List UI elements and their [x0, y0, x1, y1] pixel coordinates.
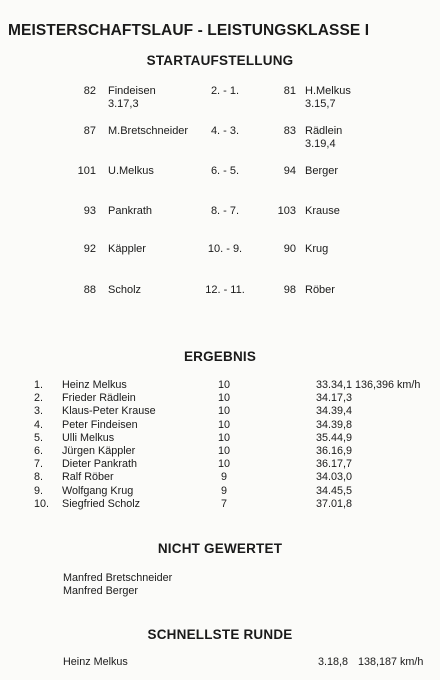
- driver-left: [108, 243, 146, 256]
- driver-right: [305, 284, 335, 297]
- fastest-lap-speed: 138,187 km/h: [358, 656, 424, 668]
- driver-name-left: U.Melkus: [108, 165, 154, 177]
- driver-name-left: M.Bretschneider: [108, 125, 189, 137]
- grid-row: [0, 243, 440, 275]
- result-laps: 10: [217, 458, 230, 471]
- driver-name-right: Rädlein: [305, 125, 343, 137]
- driver-name-left: Käppler: [108, 243, 146, 255]
- result-driver: Dieter Pankrath: [62, 458, 138, 471]
- result-speed: 136,396 km/h: [355, 379, 421, 391]
- fastest-lap-driver: Heinz Melkus: [63, 656, 128, 668]
- unclassified-driver: Manfred Berger: [63, 585, 139, 597]
- start-number-right: 83: [283, 125, 296, 137]
- driver-right: [305, 125, 342, 151]
- result-rank: 4.: [34, 418, 44, 431]
- result-rank: 1.: [34, 379, 44, 391]
- result-driver: Peter Findeisen: [62, 418, 138, 431]
- grid-positions: 10. - 9.: [207, 243, 243, 255]
- grid-positions: 6. - 5.: [210, 165, 240, 177]
- result-row: [0, 392, 440, 405]
- result-time: 34.17,3: [316, 392, 353, 405]
- result-rank: 10.: [34, 497, 50, 510]
- page-title: MEISTERSCHAFTSLAUF - LEISTUNGSKLASSE I: [8, 22, 370, 39]
- startaufstellung-heading: STARTAUFSTELLUNG: [146, 53, 294, 68]
- qualifying-time-left: 3.17,3: [108, 98, 139, 110]
- result-time: 36.17,7: [316, 458, 353, 471]
- nicht-gewertet-heading: NICHT GEWERTET: [157, 541, 283, 556]
- driver-name-left: Findeisen: [108, 85, 156, 97]
- grid-positions: 2. - 1.: [210, 85, 240, 97]
- driver-name-left: Scholz: [108, 284, 142, 296]
- qualifying-time-right: 3.15,7: [305, 98, 336, 110]
- ergebnis-heading: ERGEBNIS: [183, 349, 257, 364]
- driver-name-right: Röber: [305, 284, 335, 296]
- result-time: 34.03,0: [316, 471, 353, 484]
- result-row: [0, 445, 440, 458]
- schnellste-runde-heading: SCHNELLSTE RUNDE: [147, 627, 293, 642]
- result-rank: 8.: [34, 471, 44, 484]
- result-time: 36.16,9: [316, 445, 353, 457]
- start-number-left: 93: [83, 205, 96, 217]
- fastest-lap-time: 3.18,8: [318, 656, 349, 668]
- result-rank: 3.: [34, 405, 44, 418]
- result-laps: 7: [220, 497, 227, 510]
- driver-right: [305, 243, 328, 256]
- result-row: [0, 405, 440, 418]
- start-number-left: 88: [83, 284, 96, 296]
- start-number-left: 87: [83, 125, 96, 137]
- result-rank: 7.: [34, 458, 44, 471]
- grid-row: [0, 205, 440, 237]
- qualifying-time-right: 3.19,4: [305, 138, 336, 150]
- result-row: [0, 458, 440, 471]
- driver-name-right: Krause: [305, 205, 340, 217]
- result-row: [0, 379, 440, 392]
- driver-left: [108, 85, 156, 111]
- result-driver: Ralf Röber: [62, 471, 114, 484]
- driver-left: [108, 165, 154, 178]
- result-driver: Jürgen Käppler: [62, 445, 136, 457]
- result-rank: 6.: [34, 445, 44, 457]
- result-row: [0, 471, 440, 484]
- grid-positions: 8. - 7.: [210, 205, 240, 217]
- driver-left: [108, 125, 188, 138]
- result-driver: Heinz Melkus: [62, 379, 127, 391]
- driver-name-left: Pankrath: [108, 205, 153, 217]
- start-number-right: 94: [283, 165, 296, 177]
- grid-positions: 4. - 3.: [210, 125, 240, 137]
- start-number-right: 103: [277, 205, 296, 217]
- unclassified-driver: Manfred Bretschneider: [63, 572, 173, 584]
- start-number-left: 82: [83, 85, 96, 97]
- grid-row: [0, 165, 440, 197]
- result-driver: Ulli Melkus: [62, 431, 115, 444]
- result-row: [0, 432, 440, 445]
- result-time: 37.01,8: [316, 497, 353, 510]
- result-time: 35.44,9: [316, 431, 353, 444]
- start-number-right: 98: [283, 284, 296, 296]
- result-rank: 2.: [34, 392, 44, 405]
- result-laps: 10: [217, 431, 230, 444]
- grid-row: [0, 284, 440, 316]
- grid-positions: 12. - 11.: [205, 284, 245, 296]
- result-driver: Wolfgang Krug: [62, 484, 134, 497]
- grid-row: [0, 85, 440, 117]
- result-laps: 10: [217, 418, 230, 431]
- result-time: 34.39,8: [316, 418, 353, 431]
- driver-right: [305, 165, 338, 178]
- result-laps: 10: [217, 445, 230, 457]
- start-number-right: 81: [283, 85, 296, 97]
- result-time: 34.45,5: [316, 484, 353, 497]
- result-rank: 9.: [34, 484, 44, 497]
- start-number-left: 101: [77, 165, 96, 177]
- driver-right: [305, 205, 340, 218]
- result-laps: 9: [220, 484, 227, 497]
- result-laps: 10: [217, 405, 230, 418]
- result-driver: Frieder Rädlein: [62, 392, 136, 405]
- result-laps: 9: [220, 471, 227, 484]
- driver-name-right: Krug: [305, 243, 329, 255]
- result-row: [0, 485, 440, 498]
- result-rank: 5.: [34, 431, 44, 444]
- result-laps: 10: [217, 392, 230, 405]
- result-time: 33.34,1: [316, 379, 353, 391]
- start-number-left: 92: [83, 243, 96, 255]
- result-laps: 10: [217, 379, 230, 391]
- result-driver: Klaus-Peter Krause: [62, 405, 156, 418]
- driver-left: [108, 205, 152, 218]
- driver-name-right: H.Melkus: [305, 85, 351, 97]
- result-row: [0, 419, 440, 432]
- result-time: 34.39,4: [316, 405, 353, 418]
- grid-row: [0, 125, 440, 157]
- driver-right: [305, 85, 351, 111]
- result-driver: Siegfried Scholz: [62, 497, 141, 510]
- start-number-right: 90: [283, 243, 296, 255]
- result-row: [0, 498, 440, 511]
- driver-name-right: Berger: [305, 165, 339, 177]
- driver-left: [108, 284, 141, 297]
